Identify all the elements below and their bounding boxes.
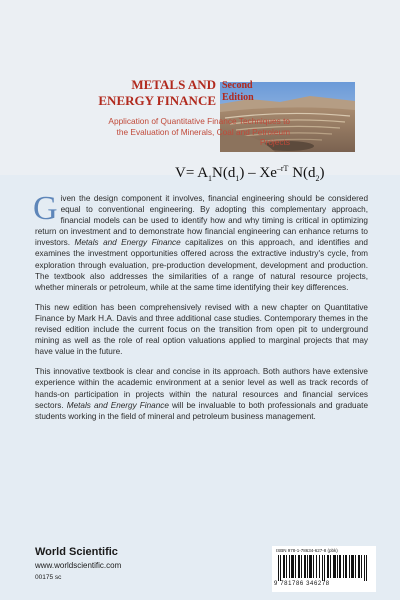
formula-end: ) — [319, 165, 325, 181]
blurb-paragraph-2: This new edition has been comprehensively revised with a new chapter on Quantitative Finance by Mark H.A. Davis and three additional case studies. Contemporary themes in the revised edition include the current focus on the transition from open pit to underground mining as well as the role of real option valuations applied to marginal projects that may have value in the future. — [35, 302, 368, 357]
formula-sup: –rT — [276, 164, 289, 173]
product-code: 00175 sc — [35, 574, 62, 581]
isbn-label: ISBN 978-1-78634-627-8 (pbk) — [276, 548, 338, 553]
formula-sub2: 2 — [315, 174, 320, 183]
paragraph-1-text: iven the design component it involves, financial engineering should be considered equal to conventional engineering. By adopting this complementary approach, financial models can be used to identify how and why timing is critical in optimizing return on investment and to demonstrate how financial engineering can enhance returns to investors. — [35, 194, 368, 248]
edition-label — [222, 80, 284, 104]
book-title — [96, 77, 216, 109]
blurb-paragraph-1 — [33, 190, 368, 293]
paragraph-3-start: This innovative textbook is clear and concise in its approach. Both authors have extensive experience within the academic environment at a senior level as well as track records of hands-on participation in projects within the natural resources and financial services sectors. — [35, 367, 368, 410]
edition-line-2: Edition — [222, 92, 254, 103]
paragraph-3-end: will be invaluable to both professionals and graduate students working in the field of mineral and petroleum business management. — [35, 400, 368, 421]
book-title-italic: Metals and Energy Finance — [66, 400, 169, 410]
title-line-1: METALS AND — [131, 77, 216, 92]
blurb-text — [33, 190, 368, 431]
book-subtitle: Application of Quantitative Finance Techniques to the Evaluation of Minerals, Coal and Petroleum Projects — [108, 116, 290, 147]
barcode-number: 9 781786 346278 — [274, 581, 330, 587]
formula-sub1: 1 — [235, 174, 240, 183]
formula-lhs: V= A — [175, 165, 209, 181]
book-title-italic: Metals and Energy Finance — [74, 238, 181, 248]
formula-n2: N(d — [288, 165, 316, 181]
blurb-paragraph-3 — [35, 366, 368, 421]
barcode-bars — [278, 555, 370, 581]
paragraph-1-end: capitalizes on this approach, and identifies and examines the investment opportunities offered across the extractive industry's cycle, from exploration through evaluation, pre-production development, development and production. The textbook also addresses the similarities of a range of natural resource projects, whether minerals or petroleum, while at the same time identifying their key differences. — [35, 238, 368, 292]
publisher-name: World Scientific — [35, 546, 118, 558]
formula-n1: N(d — [212, 165, 236, 181]
black-scholes-formula: $V= A_1N(d_1) - Xe^{-rT}$ $N(d_2)$ — [175, 164, 325, 183]
title-line-2: ENERGY FINANCE — [98, 93, 216, 108]
edition-line-1: Second — [222, 80, 253, 91]
drop-cap: G — [33, 190, 58, 227]
publisher-url: www.worldscientific.com — [35, 561, 122, 570]
formula-mid: ) – Xe — [239, 165, 277, 181]
barcode — [272, 546, 376, 592]
